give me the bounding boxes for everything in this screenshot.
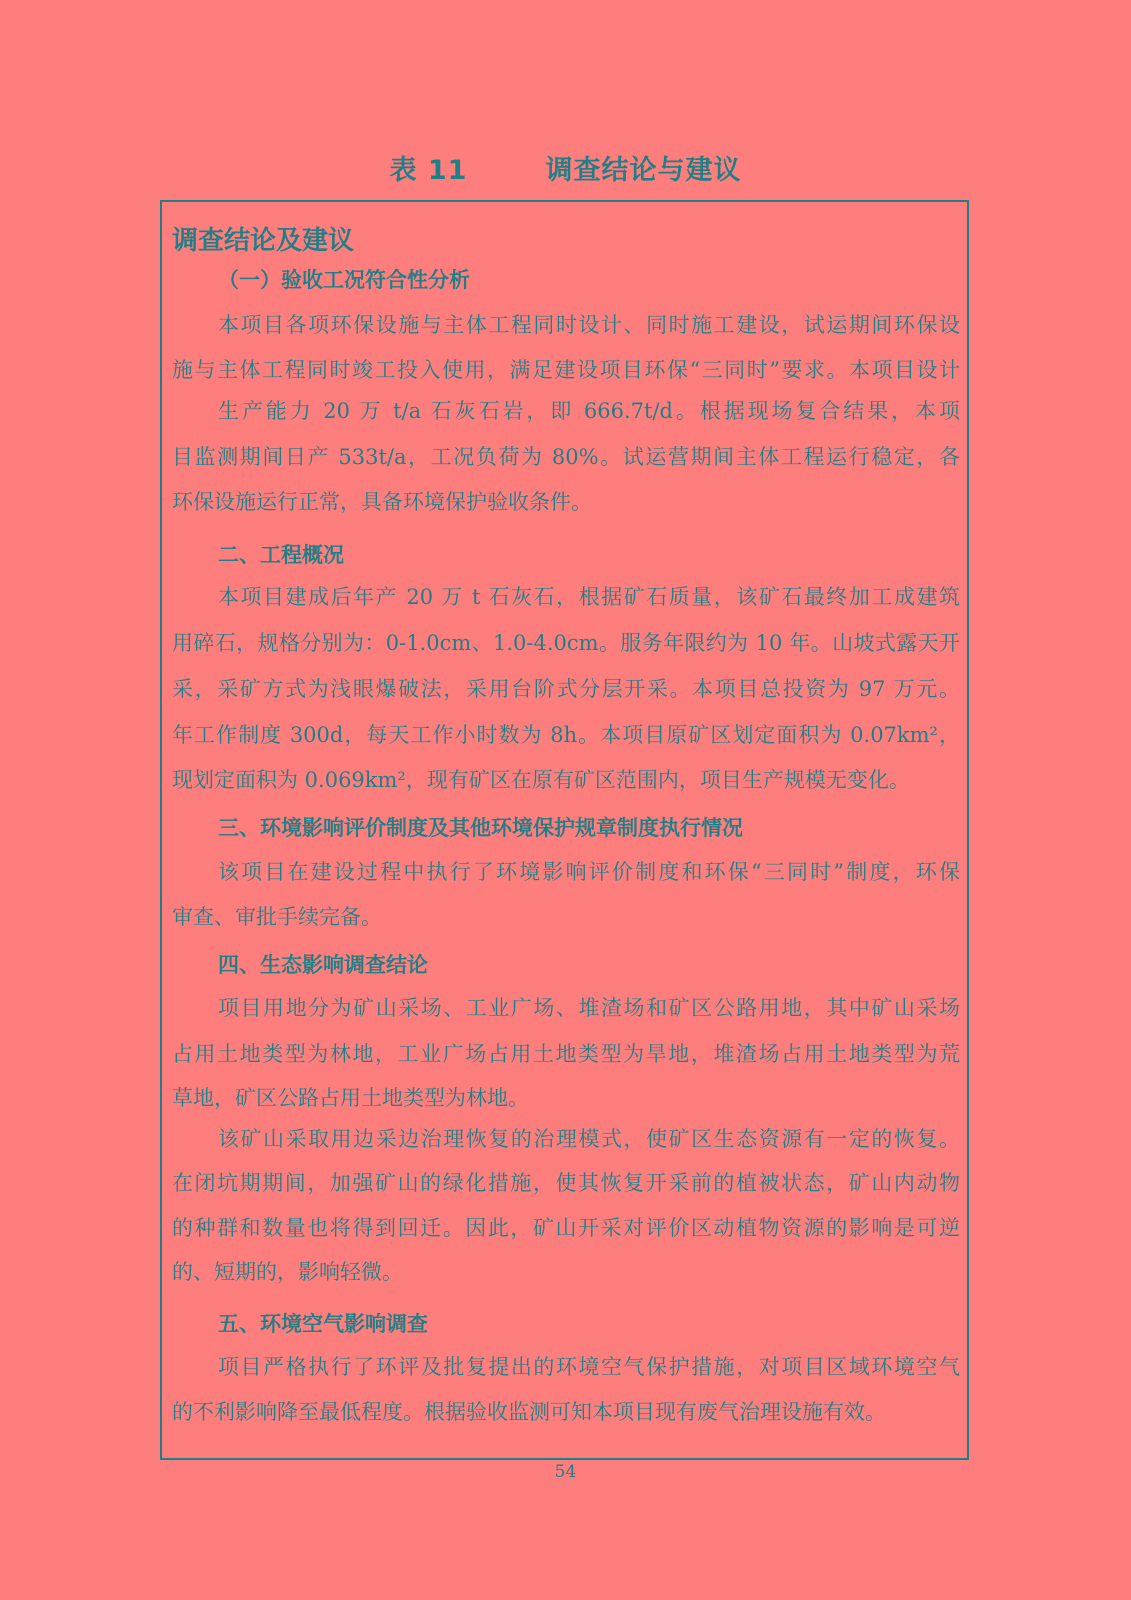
- paragraph-line: 该项目在建设过程中执行了环境影响评价制度和环保“三同时”制度，环保: [218, 860, 960, 884]
- paragraph-line: 年工作制度 300d，每天工作小时数为 8h。本项目原矿区划定面积为 0.07km²，: [172, 723, 960, 747]
- box-heading: 调查结论及建议: [172, 226, 355, 256]
- paragraph-line: 本项目各项环保设施与主体工程同时设计、同时施工建设，试运期间环保设: [218, 313, 960, 337]
- section-heading-5: 五、环境空气影响调查: [218, 1312, 428, 1336]
- paragraph-line: 的不利影响降至最低程度。根据验收监测可知本项目现有废气治理设施有效。: [172, 1400, 886, 1424]
- table-label: 表 11: [389, 155, 468, 186]
- paragraph-line: 的种群和数量也将得到回迁。因此，矿山开采对评价区动植物资源的影响是可逆: [172, 1216, 960, 1240]
- paragraph-line: 在闭坑期期间，加强矿山的绿化措施，使其恢复开采前的植被状态，矿山内动物: [172, 1171, 960, 1195]
- section-heading-2: 二、工程概况: [218, 543, 344, 567]
- section-heading-1: （一）验收工况符合性分析: [218, 268, 470, 292]
- paragraph-line: 占用土地类型为林地，工业广场占用土地类型为旱地，堆渣场占用土地类型为荒: [172, 1042, 960, 1066]
- section-heading-3: 三、环境影响评价制度及其他环境保护规章制度执行情况: [218, 816, 743, 840]
- paragraph-line: 目监测期间日产 533t/a，工况负荷为 80%。试运营期间主体工程运行稳定，各: [172, 445, 960, 469]
- paragraph-line: 施与主体工程同时竣工投入使用，满足建设项目环保“三同时”要求。本项目设计: [172, 358, 960, 382]
- paragraph-line: 审查、审批手续完备。: [172, 905, 382, 929]
- table-title-text: 调查结论与建议: [545, 155, 742, 186]
- section-heading-4: 四、生态影响调查结论: [218, 953, 428, 977]
- paragraph-line: 用碎石，规格分别为：0-1.0cm、1.0-4.0cm。服务年限约为 10 年。山坡式露天开: [172, 631, 960, 655]
- page-number: 54: [554, 1462, 577, 1482]
- paragraph-line: 采，采矿方式为浅眼爆破法，采用台阶式分层开采。本项目总投资为 97 万元。: [172, 677, 960, 701]
- table-title: [0, 148, 1131, 187]
- paragraph-line: 本项目建成后年产 20 万 t 石灰石，根据矿石质量，该矿石最终加工成建筑: [218, 585, 960, 609]
- paragraph-line: 环保设施运行正常，具备环境保护验收条件。: [172, 490, 592, 514]
- paragraph-line: 生产能力 20 万 t/a 石灰石岩，即 666.7t/d。根据现场复合结果，本项: [218, 399, 960, 423]
- paragraph-line: 草地，矿区公路占用土地类型为林地。: [172, 1086, 529, 1110]
- paragraph-line: 该矿山采取用边采边治理恢复的治理模式，使矿区生态资源有一定的恢复。: [218, 1127, 960, 1151]
- paragraph-line: 项目严格执行了环评及批复提出的环境空气保护措施，对项目区域环境空气: [218, 1355, 960, 1379]
- paragraph-line: 现划定面积为 0.069km²，现有矿区在原有矿区范围内，项目生产规模无变化。: [172, 768, 910, 792]
- paragraph-line: 的、短期的，影响轻微。: [172, 1260, 403, 1284]
- paragraph-line: 项目用地分为矿山采场、工业广场、堆渣场和矿区公路用地，其中矿山采场: [218, 996, 960, 1020]
- conclusion-box: [160, 200, 969, 1460]
